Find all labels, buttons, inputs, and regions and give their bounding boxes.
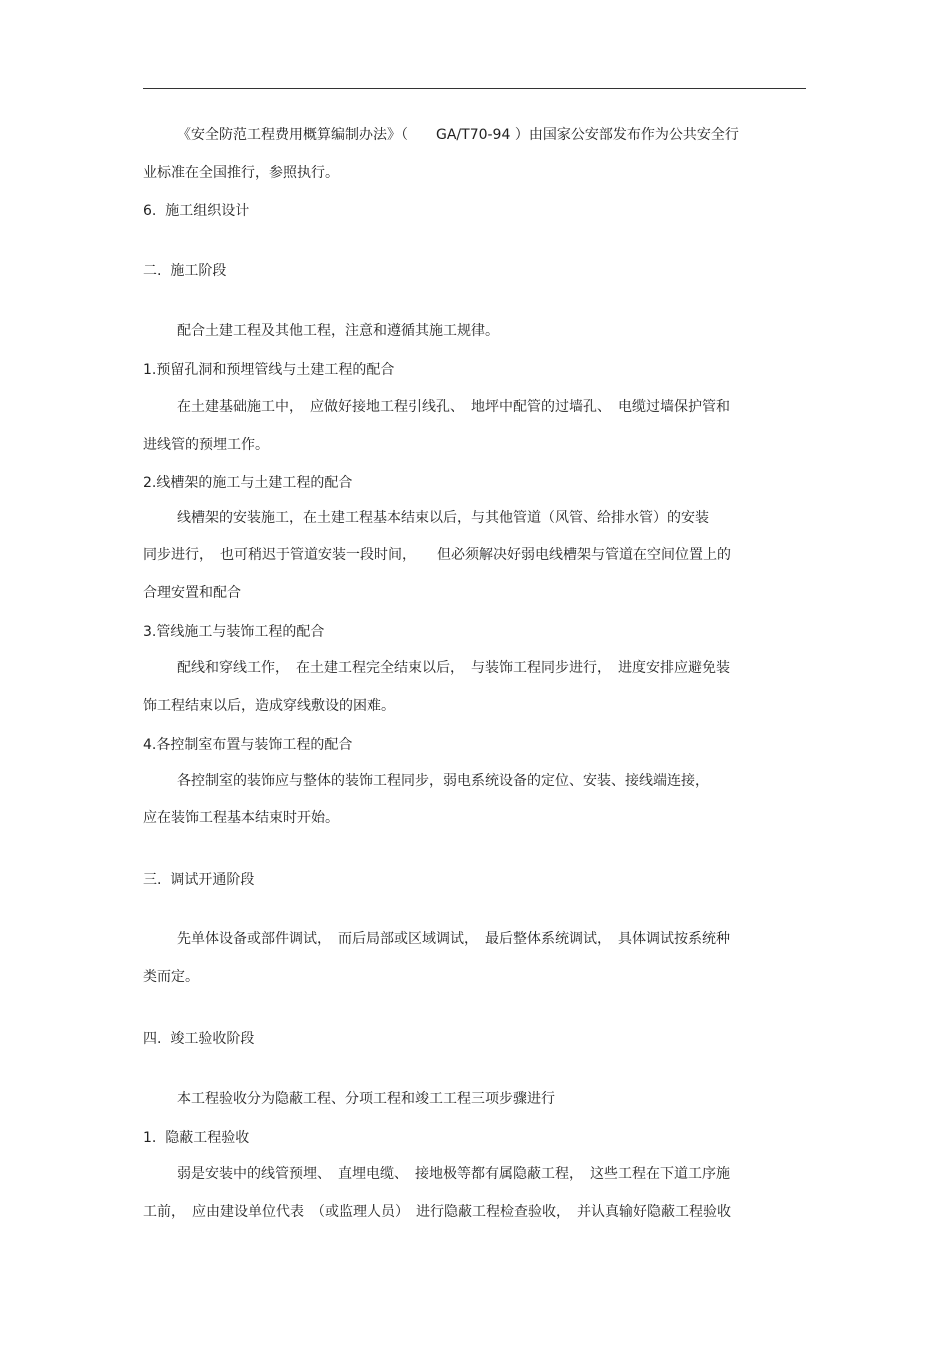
section-heading: 四. 竣工验收阶段: [143, 1031, 255, 1047]
paragraph-line: 合理安置和配合: [143, 585, 241, 601]
paragraph-line: 同步进行， 也可稍迟于管道安装一段时间， 但必须解决好弱电线槽架与管道在空间位置上的: [143, 547, 731, 563]
paragraph-line: 工前， 应由建设单位代表 （或监理人员） 进行隐蔽工程检查验收， 并认真输好隐蔽工程验收: [143, 1204, 731, 1220]
paragraph-line: 进线管的预埋工作。: [143, 437, 269, 453]
paragraph-line: 本工程验收分为隐蔽工程、分项工程和竣工工程三项步骤进行: [177, 1091, 555, 1107]
paragraph-line: 先单体设备或部件调试， 而后局部或区域调试， 最后整体系统调试， 具体调试按系统种: [177, 931, 730, 947]
subsection-heading: 4.各控制室布置与装饰工程的配合: [143, 737, 353, 753]
paragraph-line: 各控制室的装饰应与整体的装饰工程同步，弱电系统设备的定位、安装、接线端连接，: [177, 773, 709, 789]
section-heading: 三. 调试开通阶段: [143, 872, 255, 888]
paragraph-line: 应在装饰工程基本结束时开始。: [143, 810, 339, 826]
paragraph-line: 饰工程结束以后，造成穿线敷设的困难。: [143, 698, 395, 714]
subsection-heading: 3.管线施工与装饰工程的配合: [143, 624, 325, 640]
paragraph-line: 业标准在全国推行，参照执行。: [143, 165, 339, 181]
paragraph-line: 线槽架的安装施工，在土建工程基本结束以后，与其他管道（风管、给排水管）的安装: [177, 510, 709, 526]
header-rule: [143, 88, 806, 89]
paragraph-line: 配线和穿线工作， 在土建工程完全结束以后， 与装饰工程同步进行， 进度安排应避免装: [177, 660, 730, 676]
paragraph-line: 配合土建工程及其他工程，注意和遵循其施工规律。: [177, 323, 499, 339]
paragraph-line: 《安全防范工程费用概算编制办法》（ GA/T70-94 ）由国家公安部发布作为公共安全行: [177, 127, 739, 143]
subsection-heading: 2.线槽架的施工与土建工程的配合: [143, 475, 353, 491]
paragraph-line: 弱是安装中的线管预埋、 直埋电缆、 接地极等都有属隐蔽工程， 这些工程在下道工序施: [177, 1166, 730, 1182]
section-heading: 6. 施工组织设计: [143, 203, 250, 219]
subsection-heading: 1. 隐蔽工程验收: [143, 1130, 250, 1146]
paragraph-line: 在土建基础施工中， 应做好接地工程引线孔、 地坪中配管的过墙孔、 电缆过墙保护管和: [177, 399, 730, 415]
paragraph-line: 类而定。: [143, 969, 199, 985]
subsection-heading: 1.预留孔洞和预埋管线与土建工程的配合: [143, 362, 395, 378]
section-heading: 二. 施工阶段: [143, 263, 227, 279]
